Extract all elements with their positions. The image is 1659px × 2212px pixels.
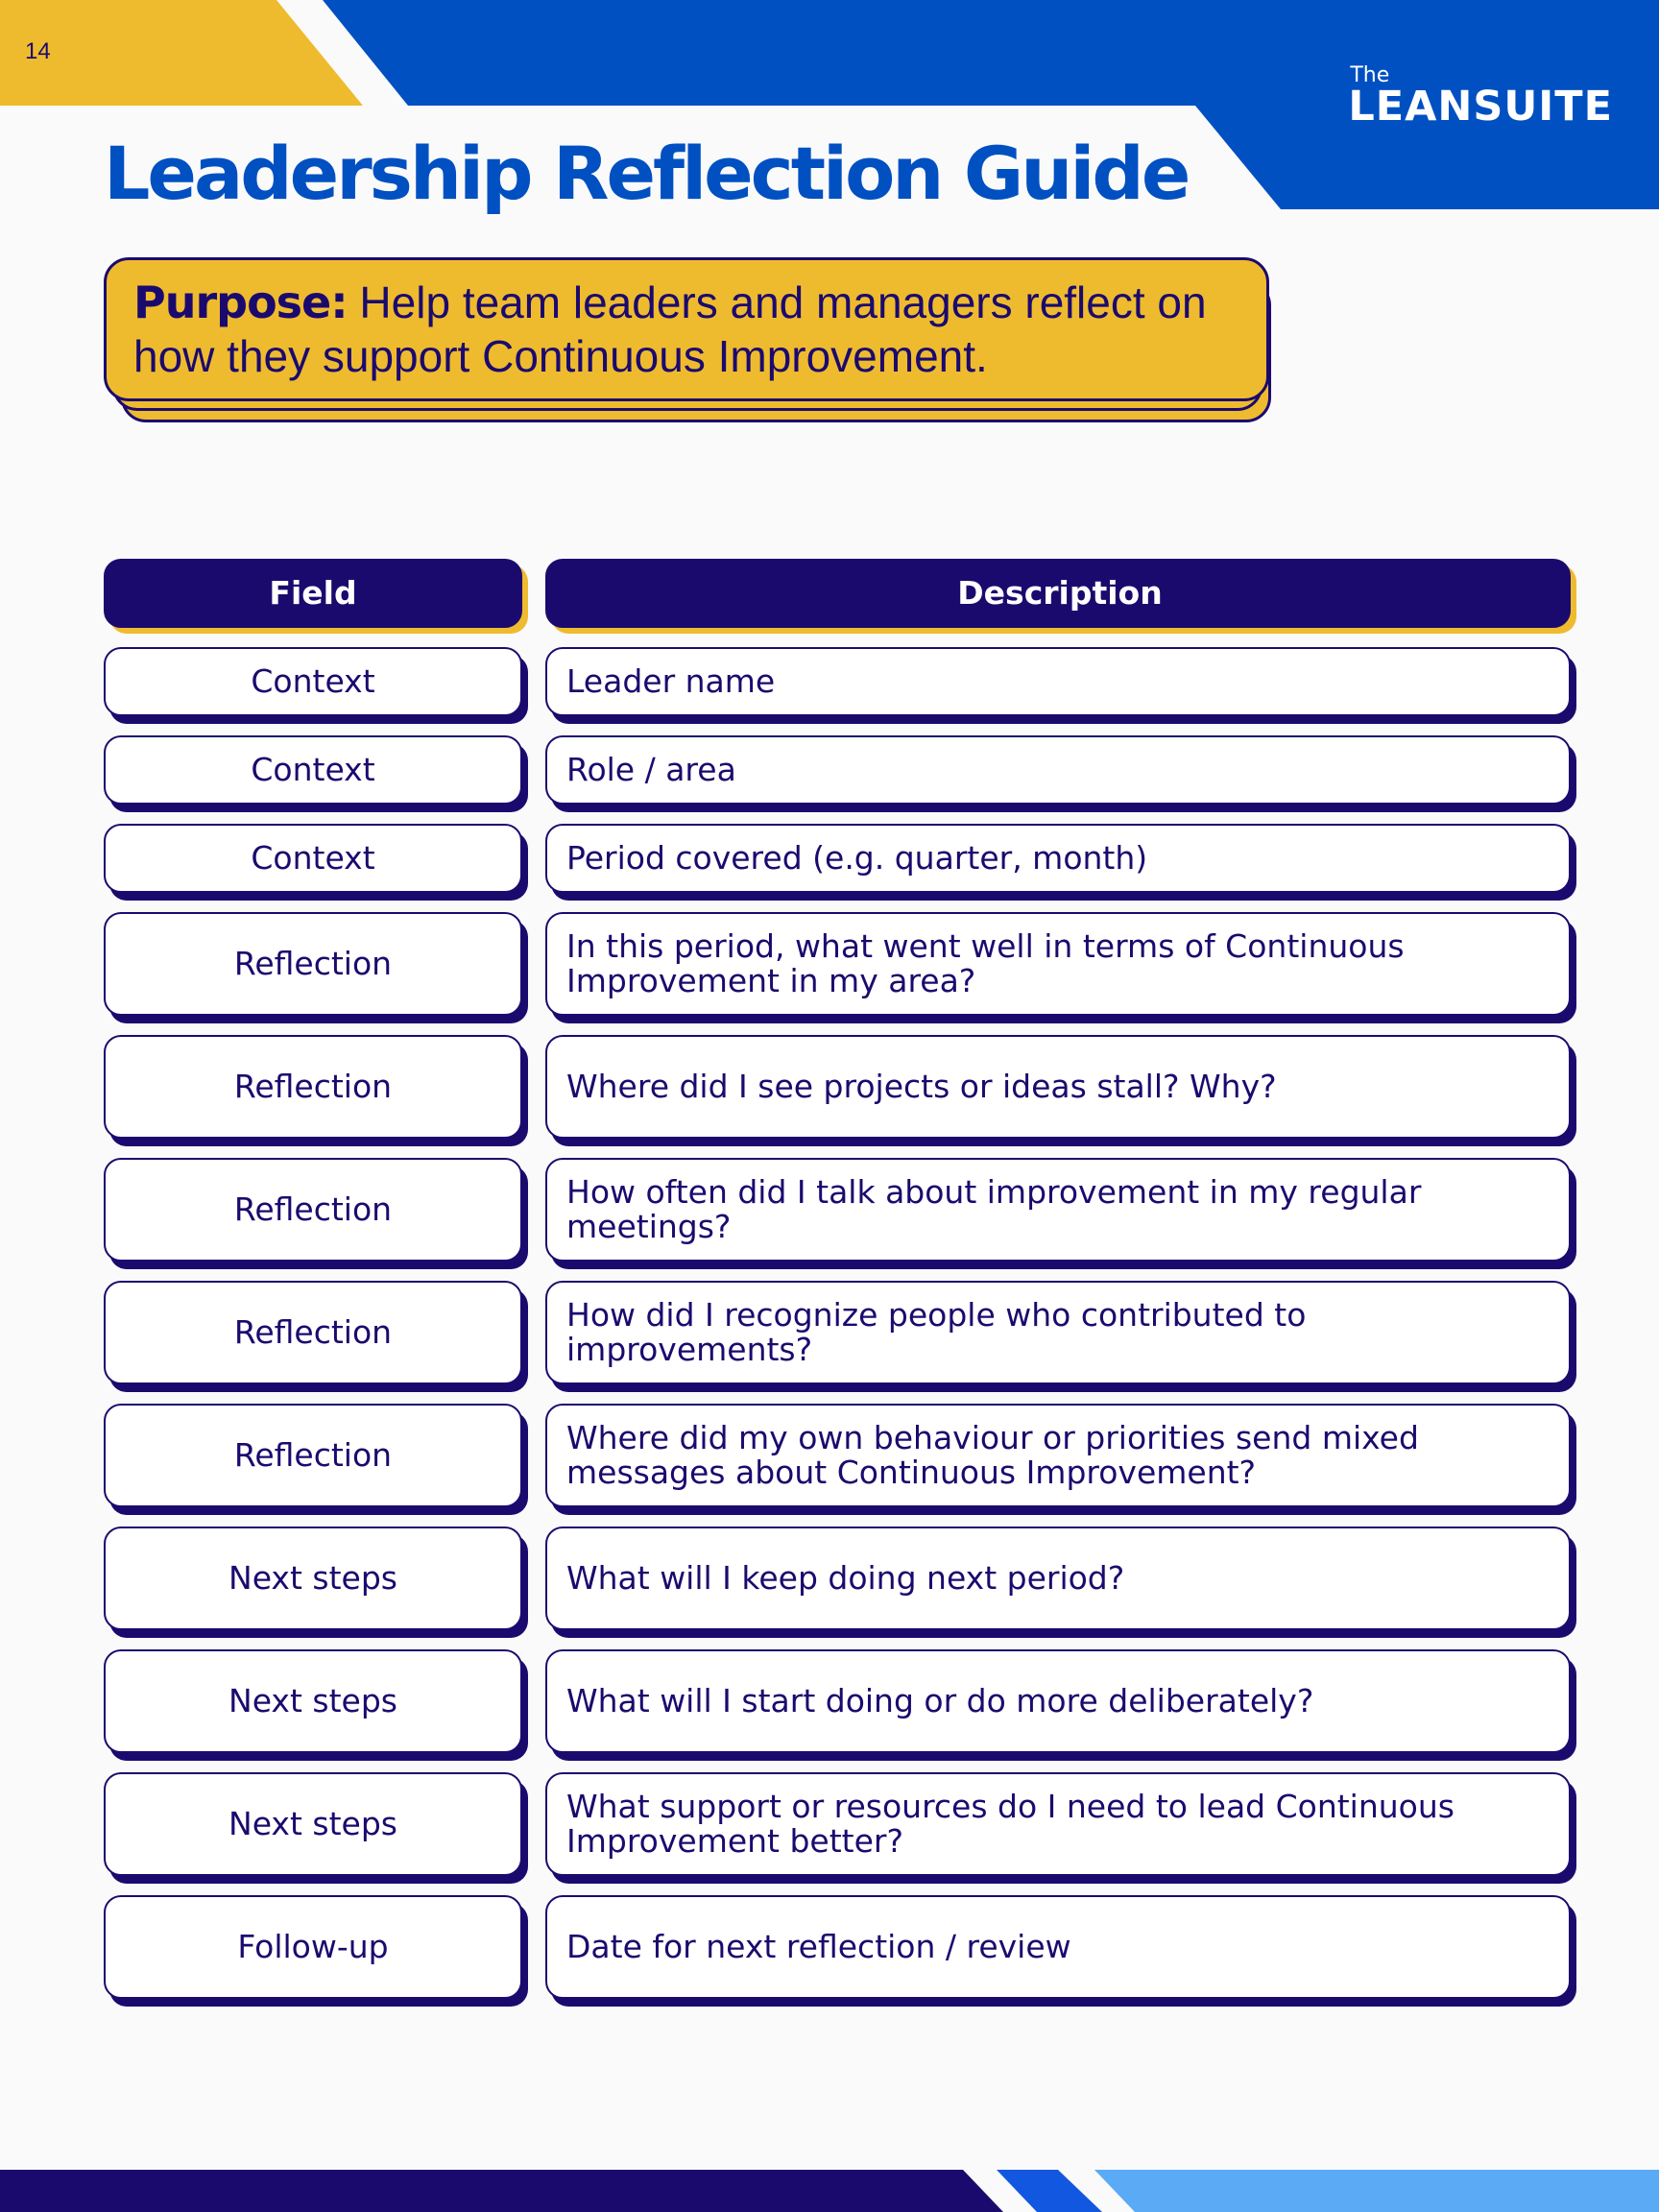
field-cell: Reflection: [104, 1158, 522, 1262]
description-cell: Leader name: [545, 647, 1571, 716]
footer-decoration: [0, 2170, 1659, 2212]
field-cell: Reflection: [104, 1035, 522, 1139]
field-cell: Next steps: [104, 1527, 522, 1630]
brand-logo: [1348, 63, 1613, 131]
field-cell: Reflection: [104, 1404, 522, 1507]
field-cell: Context: [104, 647, 522, 716]
description-cell: Period covered (e.g. quarter, month): [545, 824, 1571, 893]
header-field: Field: [104, 559, 522, 628]
purpose-card: [104, 257, 1269, 401]
field-cell: Context: [104, 824, 522, 893]
field-cell: Follow-up: [104, 1895, 522, 1999]
description-cell: How did I recognize people who contributed to improvements?: [545, 1281, 1571, 1384]
page-title: Leadership Reflection Guide: [104, 131, 1189, 216]
field-cell: Reflection: [104, 912, 522, 1016]
field-cell: Next steps: [104, 1772, 522, 1876]
field-cell: Reflection: [104, 1281, 522, 1384]
purpose-label: Purpose:: [133, 276, 348, 328]
description-cell: What will I start doing or do more deliberately?: [545, 1649, 1571, 1753]
table-row: [104, 1772, 1578, 1876]
header-description: Description: [545, 559, 1571, 628]
field-cell: Context: [104, 735, 522, 805]
purpose-text: Help team leaders and managers reflect on how they support Continuous Improvement.: [133, 277, 1207, 381]
description-cell: In this period, what went well in terms of Continuous Improvement in my area?: [545, 912, 1571, 1016]
table-row: [104, 1158, 1578, 1262]
purpose-callout: [104, 257, 1275, 426]
field-cell: Next steps: [104, 1649, 522, 1753]
footer-navy-band: [0, 2170, 1003, 2212]
header-yellow-band: [0, 0, 363, 106]
table-row: [104, 1527, 1578, 1630]
page-number: 14: [25, 38, 51, 64]
description-cell: Date for next reflection / review: [545, 1895, 1571, 1999]
table-row: [104, 1649, 1578, 1753]
description-cell: Where did I see projects or ideas stall? Why?: [545, 1035, 1571, 1139]
footer-bright-band: [997, 2170, 1102, 2212]
table-row: [104, 1404, 1578, 1507]
table-row: [104, 824, 1578, 893]
description-cell: Role / area: [545, 735, 1571, 805]
description-cell: Where did my own behaviour or priorities send mixed messages about Continuous Improvement?: [545, 1404, 1571, 1507]
table-header-row: [104, 559, 1578, 628]
table-row: [104, 735, 1578, 805]
brand-name: LEANSUITE: [1348, 83, 1613, 131]
table-row: [104, 1895, 1578, 1999]
table-row: [104, 647, 1578, 716]
table-row: [104, 1281, 1578, 1384]
table-row: [104, 912, 1578, 1016]
brand-prefix: The: [1350, 63, 1390, 87]
reflection-table: [104, 559, 1578, 2018]
footer-light-band: [1094, 2170, 1659, 2212]
description-cell: What will I keep doing next period?: [545, 1527, 1571, 1630]
table-row: [104, 1035, 1578, 1139]
description-cell: What support or resources do I need to lead Continuous Improvement better?: [545, 1772, 1571, 1876]
description-cell: How often did I talk about improvement in my regular meetings?: [545, 1158, 1571, 1262]
